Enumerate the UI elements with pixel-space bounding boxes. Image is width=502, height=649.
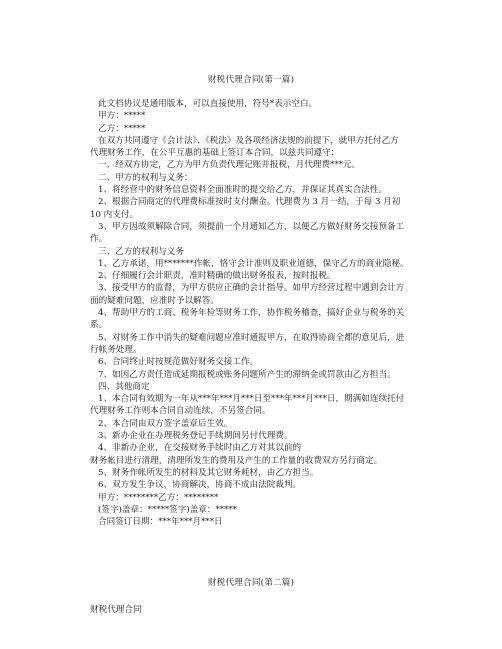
paragraph-line: 财务帐目进行清理，清理所发生的费用及产生的工作量的收费双方另行商定。 <box>90 455 383 466</box>
paragraph-line: 2、根据合同商定的代理费标准按时支付酬金。代理费为 3 月一结，于每 3 月初 <box>98 197 401 208</box>
paragraph-line: 5、对财务工作中消失的疑难问题应准时通报甲方，在取得协商全都的意见后，进 <box>98 332 405 343</box>
second-document-heading: 财税代理合同 <box>90 605 142 615</box>
paragraph-line: 乙方：***** <box>98 123 146 134</box>
paragraph-line: 1、将经营中的财务信息资料全面准时的提交给乙方，并保证其真实合法性。 <box>98 185 388 196</box>
paragraph-line: 2、仔细履行会计职责，准时精确的做出财务报表，按时报税。 <box>98 271 336 282</box>
paragraph-line: 此文档协议是通用版本，可以直接使用，符号*表示空白。 <box>98 99 318 109</box>
paragraph-line: 代理财务工作，在公平互惠的基础上签订本合同，以兹共同遵守： <box>90 148 340 159</box>
paragraph-line: 7、如因乙方责任造成延期报税或账务问题所产生的滞纳金或罚款由乙方担当。 <box>98 369 396 380</box>
second-document-title: 财税代理合同(第二篇) <box>207 578 295 588</box>
paragraph-line: 3、接受甲方的监督，为甲方供应正确的会计指导。如甲方经营过程中遇到会计方 <box>98 283 405 294</box>
paragraph-line: 合同签订日期：***年***月***日 <box>98 517 223 528</box>
paragraph-line: 4、帮助甲方的工商、税务年检等财务工作，协作税务稽查，搞好企业与税务的关 <box>98 308 405 319</box>
paragraph-line: 作。 <box>90 234 108 245</box>
paragraph-line: 甲方：********乙方：******** <box>98 492 219 503</box>
paragraph-line: 四、其他商定 <box>98 381 150 392</box>
paragraph-line: 10 内支付。 <box>90 209 139 220</box>
paragraph-line: 3、甲方因故须解除合同，须提前一个月通知乙方，以便乙方做好财务交接预备工 <box>98 221 405 232</box>
paragraph-line: 2、本合同由双方签字盖章后生效。 <box>98 418 233 429</box>
paragraph-line: 三、乙方的权利与义务 <box>98 246 184 257</box>
paragraph-line: 在双方共同遵守《会计法》、《税法》及各项经济法规的前提下，就甲方托付乙方 <box>98 135 399 146</box>
paragraph-line: 1、乙方承诺，用*******作帐，恪守会计准则及职业道德，保守乙方的商业隐秘。 <box>98 258 409 269</box>
paragraph-line: 代理财务工作则本合同自动连续，不另签合同。 <box>90 406 271 417</box>
paragraph-line: (签字)盖章：*****签字)盖章：***** <box>98 504 237 515</box>
paragraph-line: 系。 <box>90 320 108 331</box>
paragraph-line: 3、新办企业在办理税务登记手续期间另付代理费。 <box>98 431 293 442</box>
document-body <box>90 98 416 528</box>
document-title: 财税代理合同(第一篇) <box>207 75 295 85</box>
paragraph-line: 二、甲方的权利与义务： <box>98 172 193 183</box>
paragraph-line: 行帐务处理。 <box>90 344 142 355</box>
paragraph-line: 4、非新办企业，在交接财务手续时由乙方对其以前的 <box>98 443 302 454</box>
paragraph-line: 6、双方发生争议，协商解决，协商不成由法院裁判。 <box>98 480 302 491</box>
paragraph-line: 一、经双方协定，乙方为甲方负责代理记账并报税，月代理费***元。 <box>98 160 361 171</box>
paragraph-line: 6、合同终止时按规范做好财务交接工作。 <box>98 357 259 368</box>
paragraph-line: 5、财务作帐所发生的材料及其它财务耗材，由乙方担当。 <box>98 467 319 478</box>
paragraph-line: 甲方：***** <box>98 111 146 122</box>
paragraph-line: 面的疑难问题，应准时予以解答。 <box>90 295 219 306</box>
paragraph-line: 1、本合同有效期为一年从***年***月***日至***年***月***日，期满如连续托付 <box>98 394 405 405</box>
